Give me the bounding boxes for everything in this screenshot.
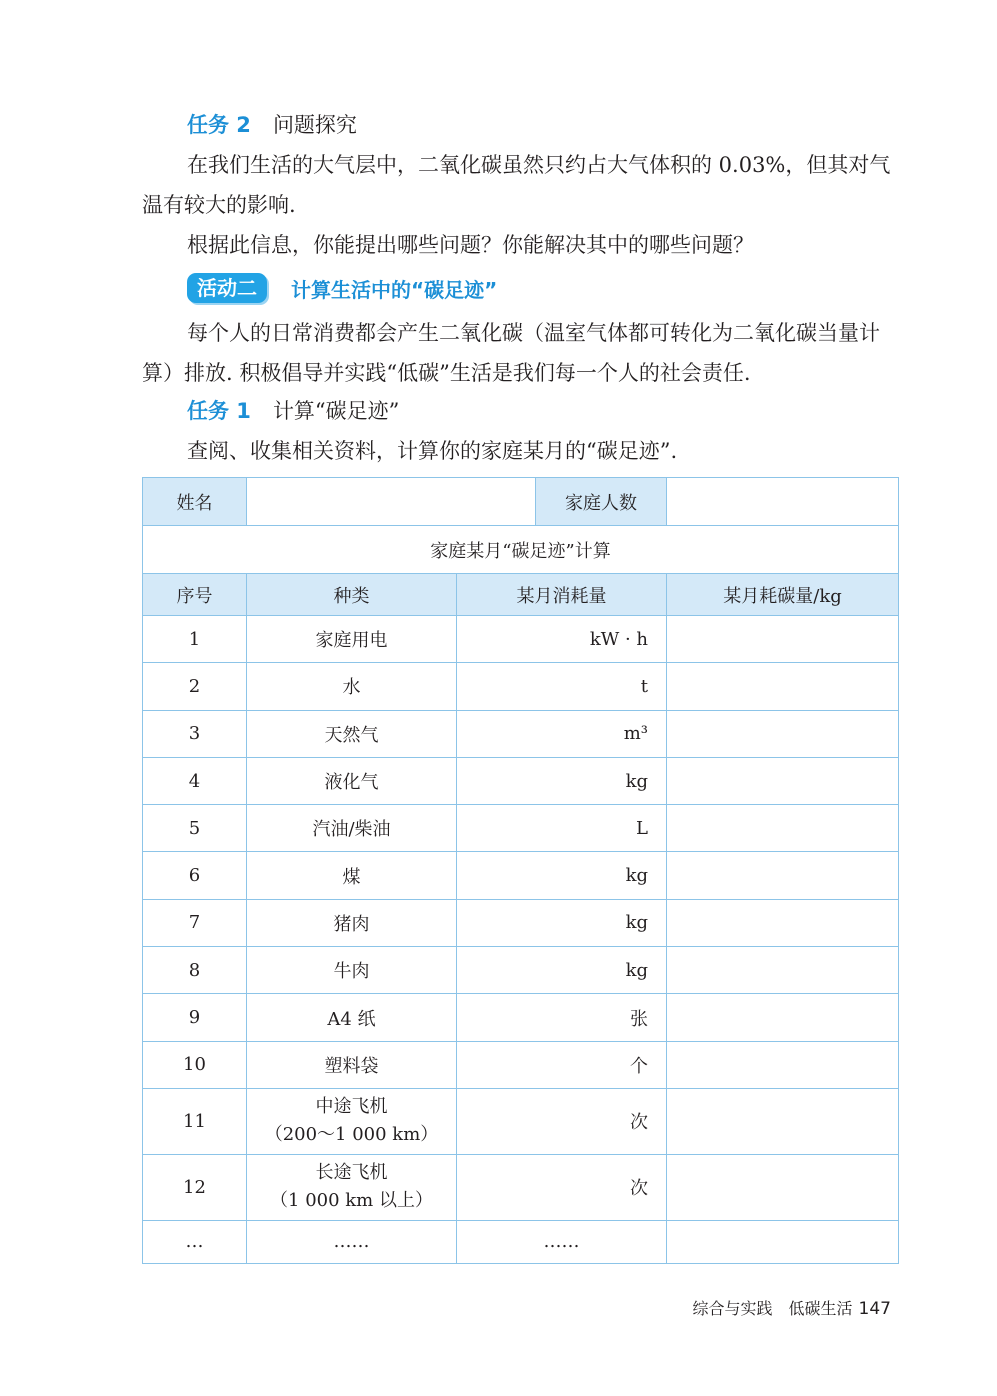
activity-title: 计算生活中的“碳足迹” [291, 277, 498, 302]
paragraph-3: 每个人的日常消费都会产生二氧化碳（温室气体都可转化为二氧化碳当量计算）排放. 积极倡导并实践“低碳”生活是我们每一个人的社会责任. [142, 321, 880, 385]
family-count-label: 家庭人数 [536, 478, 666, 525]
table-row [143, 663, 899, 710]
header-no: 序号 [143, 574, 247, 616]
table-row [143, 616, 899, 663]
task1-label: 任务 1 [187, 399, 251, 423]
row-carbon[interactable] [667, 1041, 899, 1088]
row-kind: 水 [247, 663, 457, 710]
table-row [143, 1041, 899, 1088]
row-kind-line2: （200～1 000 km） [264, 1124, 439, 1146]
row-carbon[interactable] [667, 616, 899, 663]
row-no: 4 [143, 757, 247, 804]
row-carbon[interactable] [667, 805, 899, 852]
row-no: 10 [143, 1041, 247, 1088]
row-carbon[interactable] [667, 663, 899, 710]
row-no: 1 [143, 616, 247, 663]
table-row [143, 1154, 899, 1220]
row-no: 7 [143, 899, 247, 946]
table-row [143, 947, 899, 994]
task1-title: 计算“碳足迹” [272, 399, 400, 423]
row-no: 8 [143, 947, 247, 994]
row-carbon[interactable] [667, 852, 899, 899]
row-kind: 汽油/柴油 [247, 805, 457, 852]
footer-text: 综合与实践 低碳生活 [692, 1299, 853, 1318]
row-no: 6 [143, 852, 247, 899]
row-unit[interactable]: L [457, 805, 667, 852]
table-row [143, 994, 899, 1041]
row-carbon[interactable] [667, 757, 899, 804]
row-kind: A4 纸 [247, 994, 457, 1041]
row-carbon[interactable] [667, 1154, 899, 1220]
row-kind: 塑料袋 [247, 1041, 457, 1088]
task2-heading [187, 110, 357, 140]
row-carbon[interactable] [667, 994, 899, 1041]
row-kind: 液化气 [247, 757, 457, 804]
name-input-area[interactable] [247, 478, 536, 525]
row-no: 2 [143, 663, 247, 710]
row-unit[interactable]: kg [457, 899, 667, 946]
row-no: 11 [143, 1088, 247, 1154]
header-kind: 种类 [247, 574, 457, 616]
row-kind: 天然气 [247, 710, 457, 757]
activity-heading [187, 272, 497, 304]
task1-heading [187, 396, 399, 426]
row-unit[interactable]: t [457, 663, 667, 710]
family-count-cell[interactable] [667, 478, 899, 526]
row-carbon[interactable] [667, 947, 899, 994]
table-row [143, 1088, 899, 1154]
row-no: 9 [143, 994, 247, 1041]
row-kind [247, 1154, 457, 1220]
name-label: 姓名 [143, 478, 247, 526]
row-no: 12 [143, 1154, 247, 1220]
table-row [143, 805, 899, 852]
task2-label: 任务 2 [187, 113, 251, 137]
row-kind-line1: 长途飞机 [315, 1162, 388, 1184]
caption-row [143, 526, 899, 574]
header-consumption: 某月消耗量 [457, 574, 667, 616]
table-row-ellipsis [143, 1220, 899, 1263]
name-row [143, 478, 899, 526]
row-unit[interactable]: 次 [457, 1088, 667, 1154]
row-unit[interactable]: 张 [457, 994, 667, 1041]
row-kind: …… [247, 1220, 457, 1263]
row-kind-line2: （1 000 km 以上） [270, 1190, 433, 1212]
row-no: … [143, 1220, 247, 1263]
row-kind: 煤 [247, 852, 457, 899]
row-kind: 牛肉 [247, 947, 457, 994]
row-kind: 猪肉 [247, 899, 457, 946]
row-unit[interactable]: 次 [457, 1154, 667, 1220]
name-cell[interactable] [247, 478, 667, 526]
paragraph-4: 查阅、收集相关资料，计算你的家庭某月的“碳足迹”. [187, 439, 678, 463]
paragraph-1: 在我们生活的大气层中，二氧化碳虽然只约占大气体积的 0.03%，但其对气温有较大的影响. [142, 153, 891, 217]
task2-title: 问题探究 [272, 113, 357, 137]
page-number: 147 [858, 1299, 891, 1319]
table-row [143, 757, 899, 804]
row-kind-line1: 中途飞机 [315, 1096, 388, 1118]
row-carbon[interactable] [667, 899, 899, 946]
row-unit[interactable]: 个 [457, 1041, 667, 1088]
paragraph-2: 根据此信息，你能提出哪些问题？你能解决其中的哪些问题？ [187, 233, 754, 257]
activity-badge: 活动二 [187, 273, 267, 303]
table-row [143, 852, 899, 899]
row-unit: …… [457, 1220, 667, 1263]
row-unit[interactable]: kg [457, 852, 667, 899]
row-unit[interactable]: kg [457, 947, 667, 994]
row-no: 3 [143, 710, 247, 757]
row-carbon[interactable] [667, 1220, 899, 1263]
row-unit[interactable]: kg [457, 757, 667, 804]
row-kind: 家庭用电 [247, 616, 457, 663]
row-unit[interactable]: kW · h [457, 616, 667, 663]
header-row [143, 574, 899, 616]
row-carbon[interactable] [667, 710, 899, 757]
table-row [143, 710, 899, 757]
table-row [143, 899, 899, 946]
header-carbon: 某月耗碳量/kg [667, 574, 899, 616]
row-unit[interactable]: m³ [457, 710, 667, 757]
carbon-footprint-table [142, 477, 899, 1264]
page-footer [693, 1296, 891, 1319]
table-caption: 家庭某月“碳足迹”计算 [143, 526, 899, 574]
row-kind [247, 1088, 457, 1154]
row-no: 5 [143, 805, 247, 852]
row-carbon[interactable] [667, 1088, 899, 1154]
